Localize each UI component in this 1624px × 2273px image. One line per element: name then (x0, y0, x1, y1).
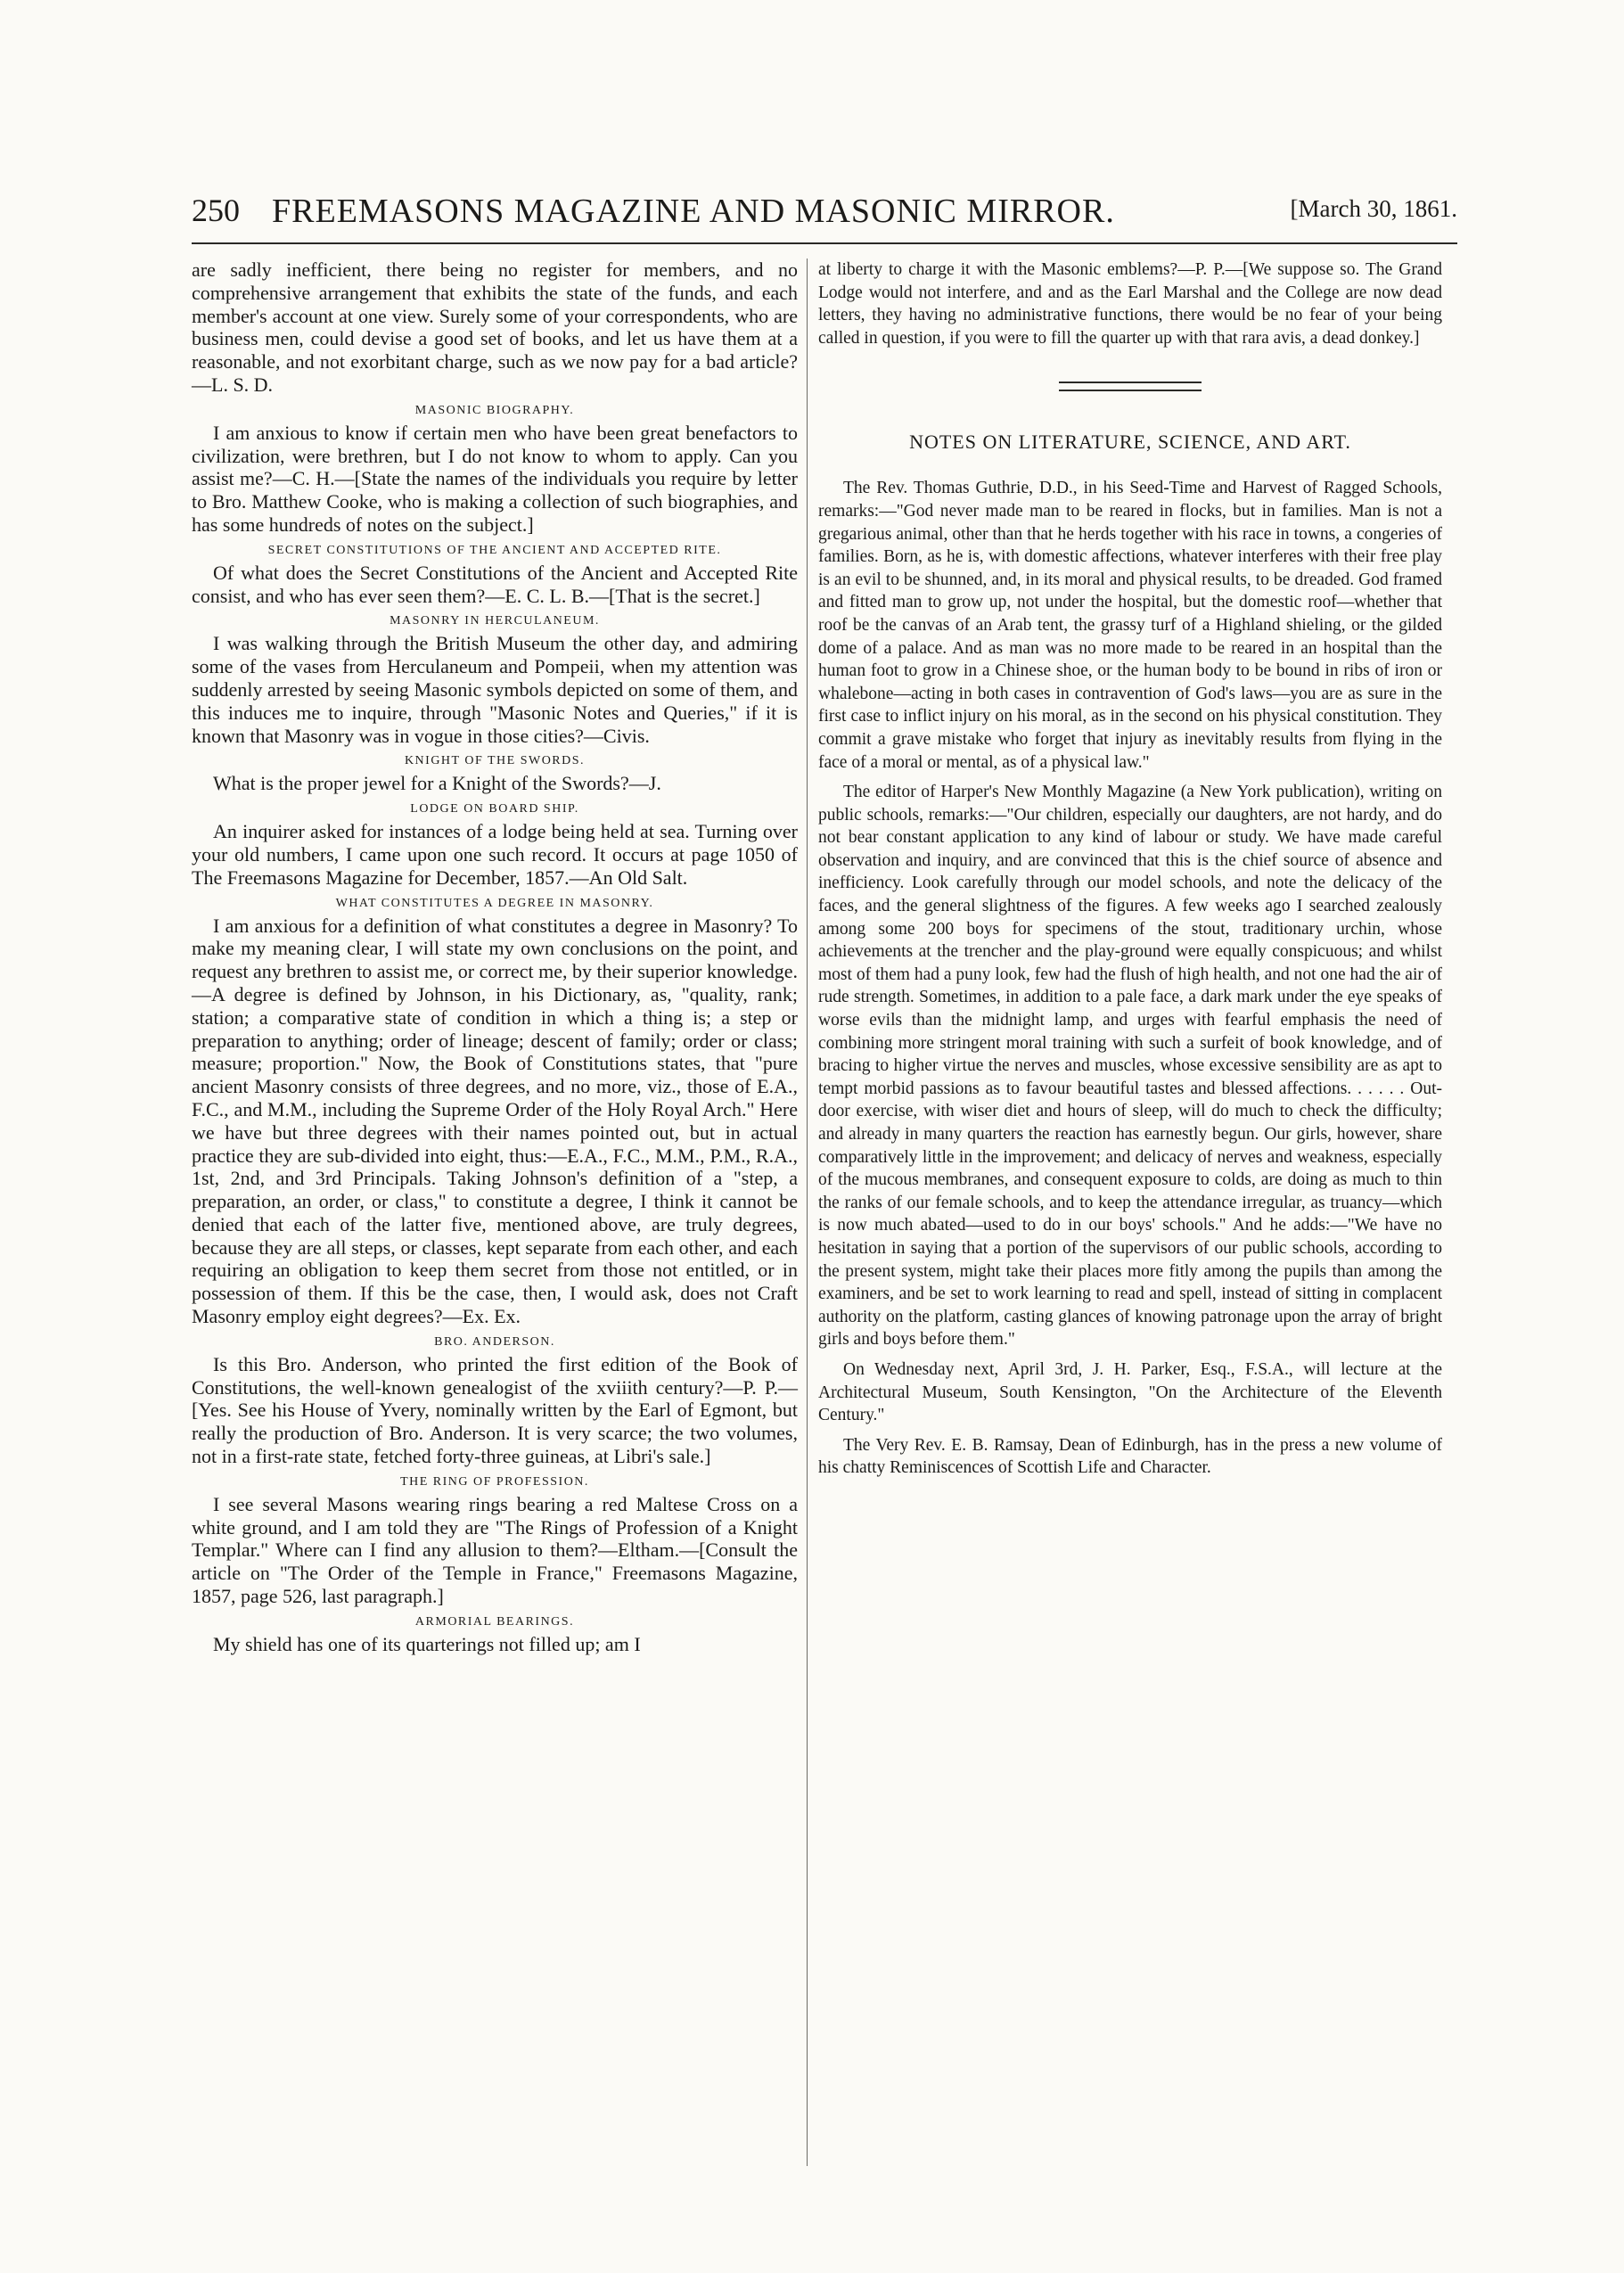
body-paragraph: are sadly inefficient, there being no register for members, and no comprehensive arrangement that exhibits the state of the funds, and each member's account at one view. Surely some of your correspondents, who are business men, could devise a good set of books, and let us have them at a reasonable, and not exorbitant charge, such as we now pay for a bad article?—L. S. D. (192, 258, 798, 396)
page-header (192, 192, 1457, 242)
query-heading: MASONRY IN HERCULANEUM. (390, 614, 600, 628)
body-paragraph: The Rev. Thomas Guthrie, D.D., in his Seed-Time and Harvest of Ragged Schools, remarks:—"God never made man to be reared in flocks, but in families. Man is not a gregarious animal, other than that he herds together with his race in towns, a congeries of families. Born, as he is, with domestic affections, whatever interferes with their free play is an evil to be shunned, and, in its moral and physical results, to be dreaded. God framed and fitted man to grow up, not under the hospital, but the domestic roof—whether that roof be the canvas of an Arab tent, the grassy turf of a Highland shieling, or the gilded dome of a palace. And as man was no more made to be reared in an hospital than the human foot to grow in a Chinese shoe, or the human body to be bound in ribs of iron or whalebone—acting in both cases in contravention of God's laws—you are as sure in the first case to inflict injury on his moral, as in the second on his physical constitution. They commit a grave mistake who forget that injury as inevitably results from flying in the face of a moral or mental, as of a physical law." (818, 479, 1442, 772)
body-paragraph: What is the proper jewel for a Knight of the Swords?—J. (213, 772, 661, 795)
query-heading: WHAT CONSTITUTES A DEGREE IN MASONRY. (335, 896, 654, 910)
right-column (818, 258, 1442, 1487)
body-paragraph: at liberty to charge it with the Masonic emblems?—P. P.—[We suppose so. The Grand Lodge would not interfere, and and as the Earl Marshal and the College are now dead letters, they having no administrative functions, there would be no fear of your being called in question, if you were to fill the quarter up with that rara avis, a dead donkey.] (818, 260, 1442, 348)
query-heading: SECRET CONSTITUTIONS OF THE ANCIENT AND ACCEPTED RITE. (267, 543, 722, 557)
query-heading: BRO. ANDERSON. (434, 1334, 555, 1349)
header-rule (192, 242, 1457, 244)
query-heading: KNIGHT OF THE SWORDS. (404, 754, 586, 768)
body-paragraph: I am anxious to know if certain men who have been great benefactors to civilization, were brethren, but I do not know to whom to apply. Can you assist me?—C. H.—[State the names of the individuals you require by letter to Bro. Matthew Cooke, who is making a collection of such biographies, and has some hundreds of notes on the subject.] (192, 421, 798, 536)
section-title: NOTES ON LITERATURE, SCIENCE, AND ART. (909, 431, 1351, 454)
issue-date: [March 30, 1861. (1290, 195, 1457, 222)
query-heading: LODGE ON BOARD SHIP. (410, 802, 579, 816)
body-paragraph: Of what does the Secret Constitutions of the Ancient and Accepted Rite consist, and who has ever seen them?—E. C. L. B.—[That is the secret.] (192, 561, 798, 607)
query-heading: ARMORIAL BEARINGS. (414, 1614, 575, 1629)
body-paragraph: The Very Rev. E. B. Ramsay, Dean of Edinburgh, has in the press a new volume of his chatty Reminiscences of Scottish Life and Character. (818, 1435, 1442, 1478)
query-heading: MASONIC BIOGRAPHY. (414, 403, 575, 417)
query-heading: THE RING OF PROFESSION. (400, 1474, 589, 1489)
masthead-title: FREEMASONS MAGAZINE AND MASONIC MIRROR. (272, 193, 1115, 230)
body-paragraph: I was walking through the British Museum the other day, and admiring some of the vases from Herculaneum and Pompeii, when my attention was suddenly arrested by seeing Masonic symbols depicted on some of them, and this induces me to inquire, through "Masonic Notes and Queries," if it is known that Masonry was in vogue in those cities?—Civis. (192, 632, 798, 747)
page-number: 250 (192, 193, 240, 228)
body-paragraph: Is this Bro. Anderson, who printed the first edition of the Book of Constitutions, the well-known genealogist of the xviiith century?—P. P.—[Yes. See his House of Yvery, nominally written by the Earl of Egmont, but really the production of Bro. Anderson. It is very scarce; the two volumes, not in a first-rate state, fetched forty-three guineas, at Libri's sale.] (192, 1352, 798, 1468)
left-column (192, 258, 798, 1660)
body-paragraph: On Wednesday next, April 3rd, J. H. Parker, Esq., F.S.A., will lecture at the Architectural Museum, South Kensington, "On the Architecture of the Eleventh Century." (818, 1359, 1442, 1425)
body-paragraph: I am anxious for a definition of what constitutes a degree in Masonry? To make my meaning clear, I will state my own conclusions on the point, and request any brethren to assist me, or correct me, by their superior knowledge.—A degree is defined by Johnson, in his Dictionary, as, "quality, rank; station; a comparative state of condition in which a thing is; a step or preparation to anything; order of lineage; descent of family; order or class; measure; proportion." Now, the Book of Constitutions states, that "pure ancient Masonry consists of three degrees, and no more, viz., those of E.A., F.C., and M.M., including the Supreme Order of the Holy Royal Arch." Here we have but three degrees with their names pointed out, but in actual practice they are sub-divided into eight, thus:—E.A., F.C., M.M., P.M., R.A., 1st, 2nd, and 3rd Principals. Taking Johnson's definition of a "step, a preparation, an order, or class," to constitute a degree, I think it cannot be denied that each of the latter five, mentioned above, are truly degrees, because they are all steps, or classes, kept separate from each other, and each requiring an obligation to keep them secret from those not entitled, or in possession of them. If this be the case, then, I would ask, does not Craft Masonry employ eight degrees?—Ex. Ex. (192, 914, 798, 1328)
body-paragraph: My shield has one of its quarterings not filled up; am I (213, 1632, 641, 1655)
body-paragraph: I see several Masons wearing rings bearing a red Maltese Cross on a white ground, and I am told they are "The Rings of Profession of a Knight Templar." Where can I find any allusion to them?—Eltham.—[Consult the article on "The Order of the Temple in France," Freemasons Magazine, 1857, page 526, last paragraph.] (192, 1492, 798, 1608)
body-paragraph: An inquirer asked for instances of a lodge being held at sea. Turning over your old numbers, I came upon one such record. It occurs at page 1050 of The Freemasons Magazine for December, 1857.—An Old Salt. (192, 820, 798, 889)
section-separator (1059, 382, 1202, 391)
column-divider (807, 258, 808, 2166)
body-paragraph: The editor of Harper's New Monthly Magazine (a New York publication), writing on public schools, remarks:—"Our children, especially our daughters, are not hardy, and do not bear constant application to any kind of labour or study. We have made careful observation and inquiry, and are convinced that this is the chief source of absence and inefficiency. Look carefully through our model schools, and note the delicacy of the faces, and the general slightness of the figures. A few weeks ago I searched zealously among some 200 boys for specimens of the stout, traditionary urchin, whose achievements at the trencher and the play-ground were equally conspicuous; and whilst most of them had a puny look, few had the flush of high health, and not one had the air of rude strength. Sometimes, in addition to a pale face, a dark mark under the eye speaks of worse evils than the midnight lamp, and urges with fearful emphasis the need of combining more stringent moral training with such a surfeit of book knowledge, and of bracing to higher virtue the nerves and muscles, whose excessive sensibility are as apt to tempt morbid passions as to favour beautiful tastes and blessed affections. . . . . . Out-door exercise, with wiser diet and hours of sleep, will do much to check the difficulty; and already in many quarters the reaction has earnestly begun. Our girls, however, share comparatively little in the improvement; and delicacy of nerves and weakness, especially of the mucous membranes, and consequent exposure to colds, are doing as much to thin the ranks of our female schools, and to keep the attendance irregular, as truancy—which is now much abated—used to do in our boys' schools." And he adds:—"We have no hesitation in saying that a portion of the supervisors of our public schools, according to the present system, might take their places more fitly among the pupils than among the examiners, and be set to work learning to read and spell, instead of sitting in complacent authority on the platform, casting glances of knowing patronage upon the array of bright girls and boys before them." (818, 783, 1442, 1350)
